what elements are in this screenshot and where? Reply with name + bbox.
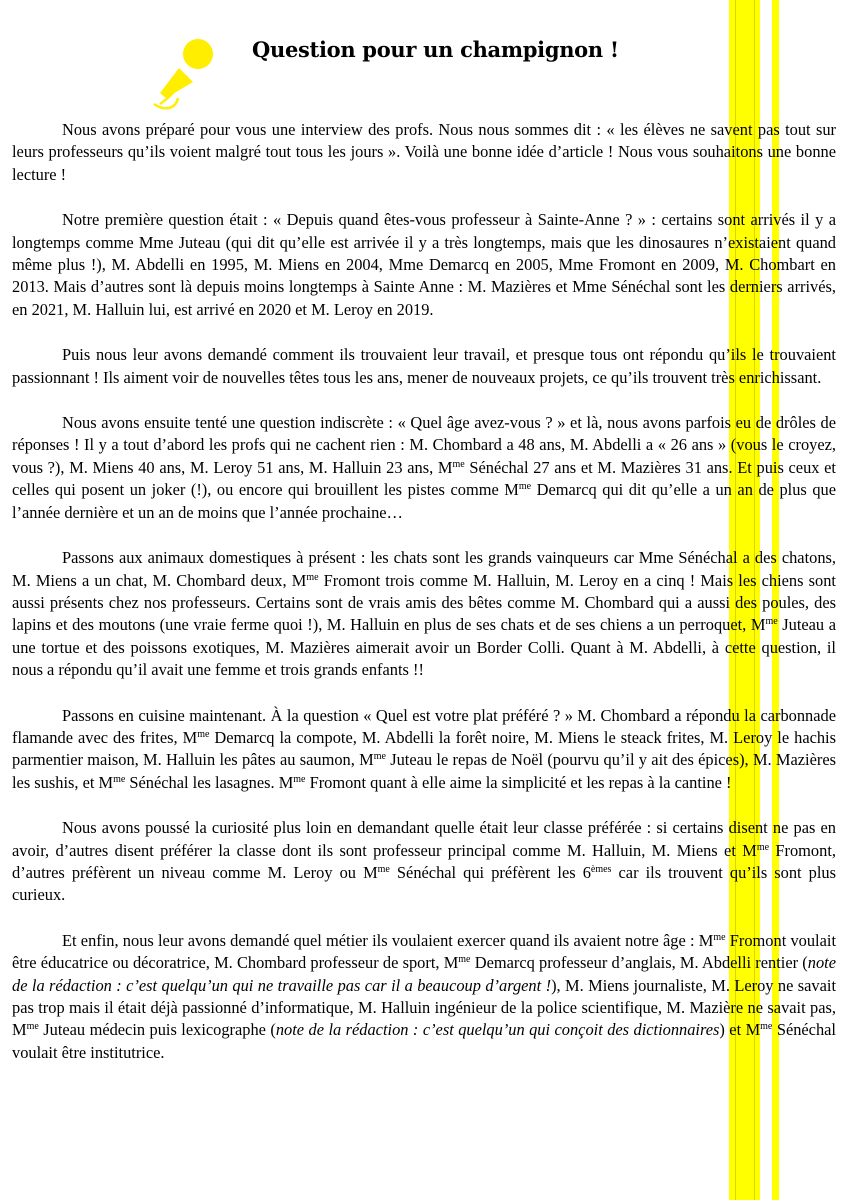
editor-note: note de la rédaction : c’est quelqu’un qui conçoit des dictionnaires — [275, 1020, 720, 1040]
page-title: Question pour un champignon ! — [252, 37, 619, 62]
paragraph-career: Et enfin, nous leur avons demandé quel métier ils voulaient exercer quand ils avaient notre âge : $M^{me}$ Fromont voulait être éducatrice ou décoratrice, M. Chombard professeur de sport, $M^{me}$ Demarcq professeur d’anglais, M. Abdelli rentier (note de la rédaction : c’est quelqu’un qui ne travaille pas car il a beaucoup d’argent !), M. Miens journaliste, M. Leroy ne savait pas trop mais il était déjà passionné d’informatique, M. Halluin ingénieur de la police scientifique, M. Mazière ne savait pas, $M^{me}$ Juteau médecin puis lexicographe (note de la rédaction : c’est quelqu’un qui conçoit des dictionnaires) et $M^{me}$ Sénéchal voulait être institutrice. — [12, 930, 837, 1062]
paragraph-intro: Nous avons préparé pour vous une interview des profs. Nous nous sommes dit : « les élèves ne savent pas tout sur leurs professeurs qu’ils voient malgré tout tous les jours ». Voilà une bonne idée d’article ! Nous vous souhaitons une bonne lecture ! — [12, 120, 836, 184]
paragraph-arrival: Notre première question était : « Depuis quand êtes-vous professeur à Sainte-Anne ? » : certains sont arrivés il y a longtemps comme Mme Juteau (qui dit qu’elle est arrivée il y a très longtemps, mais que les dinosaures n’existaient quand même plus !), M. Abdelli en 1995, M. Miens en 2004, Mme Demarcq en 2005, Mme Fromont en 2009, M. Chombart en 2013. Mais d’autres sont là depuis moins longtemps à Sainte Anne : M. Mazières et Mme Sénéchal sont les derniers arrivés, en 2021, M. Halluin lui, est arrivé en 2020 et M. Leroy en 2019. — [12, 210, 836, 319]
paragraph-work: Puis nous leur avons demandé comment ils trouvaient leur travail, et presque tous ont répondu qu’ils le trouvaient passionnant ! Ils aiment voir de nouvelles têtes tous les ans, mener de nouveaux projets, ce qu’ils trouvent très enrichissant. — [12, 345, 836, 387]
microphone-icon — [148, 30, 228, 110]
article-body — [12, 119, 836, 1087]
paragraph-food: Passons en cuisine maintenant. À la question « Quel est votre plat préféré ? » M. Chombard a répondu la carbonnade flamande avec des frites, $M^{me}$ Demarcq la compote, M. Abdelli la forêt noire, M. Miens le steack frites, M. Leroy le hachis parmentier maison, M. Halluin les pâtes au saumon, $M^{me}$ Juteau le repas de Noël (pourvu qu’il y ait des épices), M. Mazières les sushis, et $M^{me}$ Sénéchal les lasagnes. $M^{me}$ Fromont quant à elle aime la simplicité et les repas à la cantine ! — [12, 705, 836, 792]
paragraph-age: Nous avons ensuite tenté une question indiscrète : « Quel âge avez-vous ? » et là, nous avons parfois eu de drôles de réponses ! Il y a tout d’abord les profs qui ne cachent rien : M. Chombard a 48 ans, M. Abdelli a « 26 ans » (vous le croyez, vous ?), M. Miens 40 ans, M. Leroy 51 ans, M. Halluin 23 ans, $M^{me}$ Sénéchal 27 ans et M. Mazières 31 ans. Et puis ceux et celles qui posent un joker (!), ou encore qui brouillent les pistes comme $M^{me}$ Demarcq qui dit qu’elle a un an de plus que l’année dernière et un an de moins que l’année prochaine… — [12, 413, 836, 522]
paragraph-class: Nous avons poussé la curiosité plus loin en demandant quelle était leur classe préférée : si certains disent ne pas en avoir, d’autres disent préférer la classe dont ils sont professeur principal comme M. Halluin, M. Miens et $M^{me}$ Fromont, d’autres préfèrent un niveau comme M. Leroy ou $M^{me}$ Sénéchal qui préfèrent les 6èmes car ils trouvent qu’ils sont plus curieux. — [12, 818, 837, 905]
paragraph-pets: Passons aux animaux domestiques à présent : les chats sont les grands vainqueurs car Mme Sénéchal a des chatons, M. Miens a un chat, M. Chombard deux, $M^{me}$ Fromont trois comme M. Halluin, M. Leroy en a cinq ! Mais les chiens sont aussi présents chez nos professeurs. Certains sont de vrais amis des bêtes comme M. Chombard qui a aussi des poules, des lapins et des moutons (une vraie ferme quoi !), M. Halluin en plus de ses chats et de ses chiens a un perroquet, $M^{me}$ Juteau a une tortue et des poissons exotiques, M. Mazières aimerait avoir un Border Colli. Quant à M. Abdelli, à cette question, il nous a répondu qu’il avait une femme et trois grands enfants !! — [12, 548, 836, 680]
editor-note: note de la rédaction : c’est quelqu’un qui ne travaille pas car il a beaucoup d’argent ! — [12, 953, 836, 995]
